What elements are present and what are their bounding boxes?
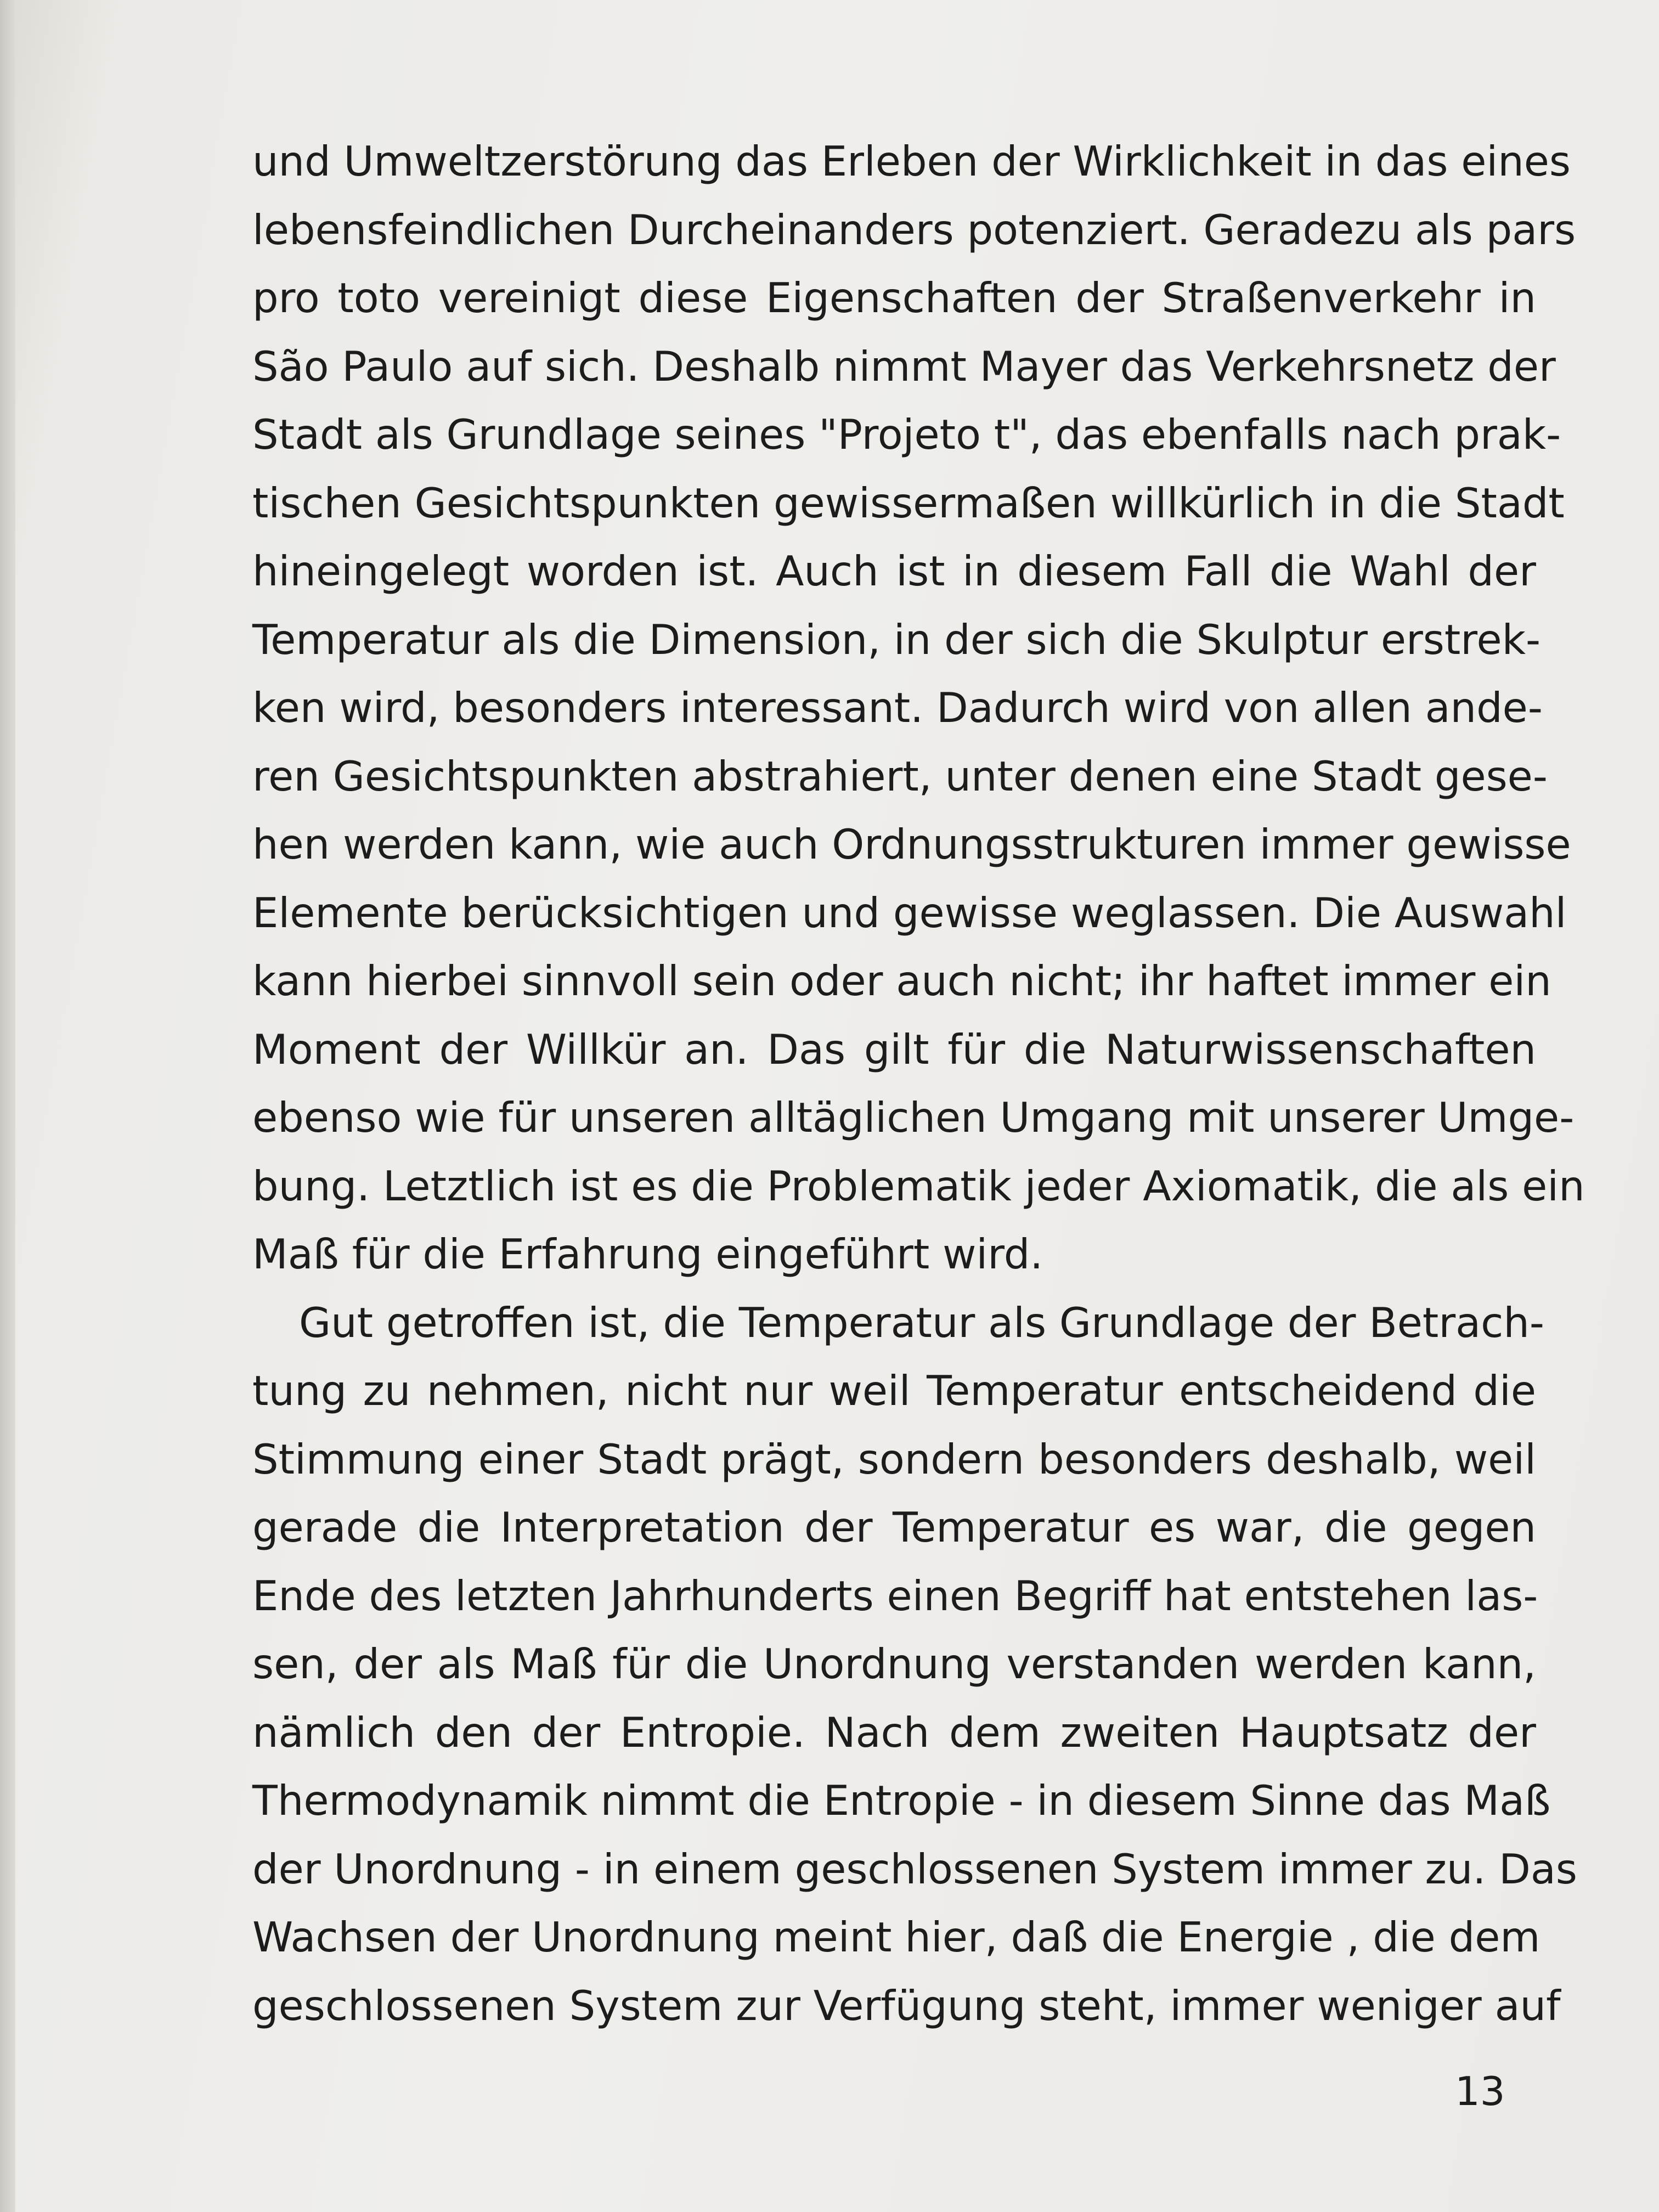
text-line: Moment der Willkür an. Das gilt für die Naturwissenschaften bbox=[252, 1025, 1536, 1074]
paragraph-2 bbox=[252, 1289, 1577, 2040]
page-edge bbox=[0, 0, 15, 2212]
text-line: hineingelegt worden ist. Auch ist in diesem Fall die Wahl der bbox=[252, 547, 1536, 595]
text-line: lebensfeindlichen Durcheinanders potenziert. Geradezu als pars bbox=[252, 205, 1576, 254]
text-line: Gut getroffen ist, die Temperatur als Grundlage der Betrach- bbox=[299, 1298, 1544, 1347]
text-line: ken wird, besonders interessant. Dadurch wird von allen ande- bbox=[252, 684, 1543, 732]
text-line: der Unordnung - in einem geschlossenen System immer zu. Das bbox=[252, 1844, 1577, 1893]
page-number: 13 bbox=[1455, 2068, 1505, 2114]
text-line: Stadt als Grundlage seines "Projeto t", das ebenfalls nach prak- bbox=[252, 410, 1561, 459]
text-line: Stimmung einer Stadt prägt, sondern besonders deshalb, weil bbox=[252, 1435, 1536, 1483]
text-line: Ende des letzten Jahrhunderts einen Begriff hat entstehen las- bbox=[252, 1571, 1538, 1620]
text-line: geschlossenen System zur Verfügung steht, immer weniger auf bbox=[252, 1981, 1561, 2030]
text-line: Elemente berücksichtigen und gewisse weglassen. Die Auswahl bbox=[252, 888, 1567, 937]
text-line: bung. Letztlich ist es die Problematik jeder Axiomatik, die als ein bbox=[252, 1161, 1585, 1210]
text-line: Temperatur als die Dimension, in der sich die Skulptur erstrek- bbox=[252, 615, 1541, 664]
text-line: sen, der als Maß für die Unordnung verstanden werden kann, bbox=[252, 1640, 1536, 1688]
text-line: kann hierbei sinnvoll sein oder auch nicht; ihr haftet immer ein bbox=[252, 957, 1551, 1005]
text-line: ren Gesichtspunkten abstrahiert, unter denen eine Stadt gese- bbox=[252, 752, 1548, 800]
text-line: hen werden kann, wie auch Ordnungsstrukturen immer gewisse bbox=[252, 820, 1571, 868]
text-line: ebenso wie für unseren alltäglichen Umgang mit unserer Umge- bbox=[252, 1093, 1575, 1142]
text-line: tischen Gesichtspunkten gewissermaßen willkürlich in die Stadt bbox=[252, 478, 1565, 527]
text-line: nämlich den der Entropie. Nach dem zweiten Hauptsatz der bbox=[252, 1708, 1536, 1757]
text-line: pro toto vereinigt diese Eigenschaften der Straßenverkehr in bbox=[252, 274, 1536, 322]
text-line: gerade die Interpretation der Temperatur es war, die gegen bbox=[252, 1503, 1536, 1551]
text-line: Thermodynamik nimmt die Entropie - in diesem Sinne das Maß bbox=[252, 1776, 1551, 1825]
text-line: Wachsen der Unordnung meint hier, daß die Energie , die dem bbox=[252, 1913, 1541, 1961]
paragraph-1 bbox=[252, 127, 1585, 1289]
text-line: Maß für die Erfahrung eingeführt wird. bbox=[252, 1230, 1043, 1278]
body-text bbox=[252, 127, 1585, 2040]
text-line: und Umweltzerstörung das Erleben der Wirklichkeit in das eines bbox=[252, 137, 1571, 185]
text-line: tung zu nehmen, nicht nur weil Temperatur entscheidend die bbox=[252, 1367, 1536, 1415]
text-line: São Paulo auf sich. Deshalb nimmt Mayer das Verkehrsnetz der bbox=[252, 342, 1556, 391]
